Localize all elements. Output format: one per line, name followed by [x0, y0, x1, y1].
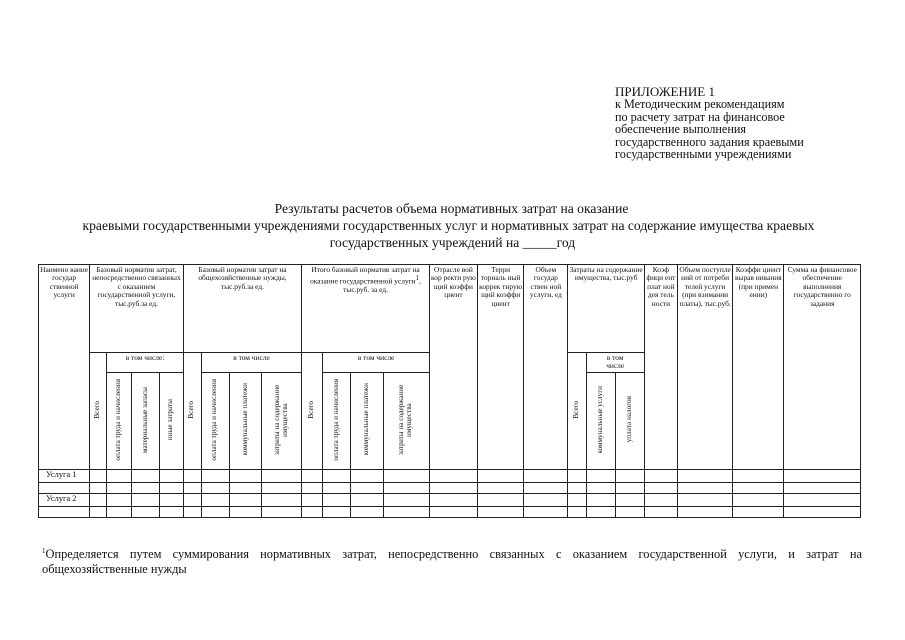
- subheader-total: Всего: [183, 353, 201, 470]
- document-heading-line-2: краевыми государственными учреждениями государственных услуг и нормативных затрат на содержание имущества краевых: [82, 218, 815, 233]
- appendix-line: государственного задания краевыми: [615, 134, 804, 149]
- subheader-total: Всего: [302, 353, 323, 470]
- subheader-property-costs: затраты на содержание имущества: [383, 372, 429, 469]
- col-header-equalization-coef: Коэффи циент вырав нивания (при примен ении): [733, 265, 784, 470]
- appendix-line: по расчету затрат на финансовое: [615, 109, 785, 124]
- subheader-taxes: уплата налогов: [615, 372, 644, 469]
- subheader-materials: материальные запасы: [132, 372, 159, 469]
- footnote-marker: 1: [42, 547, 46, 555]
- row-label-service-2: Услуга 2: [39, 493, 90, 506]
- subheader-other-costs: иные затраты: [159, 372, 183, 469]
- appendix-line: обеспечение выполнения: [615, 122, 746, 137]
- col-header-base-common: Базовый норматив затрат на общехозяйственные нужды, тыс.руб.за ед.: [183, 265, 302, 353]
- col-header-industry-coef: Отрасле вой кор ректи рую щий коэффи циент: [429, 265, 477, 470]
- col-header-funding-sum: Сумма на финансовое обеспечение выполнения государственно го задания: [784, 265, 861, 470]
- col-header-service-name: Наимено вание государ ственной услуги: [39, 265, 90, 470]
- col-header-total-base: Итого базовый норматив затрат на оказание государственной услуги$^1$, тыс.руб. за ед.: [302, 265, 430, 353]
- table-row: [39, 493, 861, 506]
- appendix-title: ПРИЛОЖЕНИЕ 1: [615, 84, 715, 99]
- appendix-line: к Методическим рекомендациям: [615, 97, 785, 112]
- row-label-service-1: Услуга 1: [39, 469, 90, 482]
- cost-table: [38, 264, 861, 518]
- subheader-utilities: коммунальные платежи: [229, 372, 261, 469]
- document-heading-line-3: государственных учреждений на _____год: [329, 235, 576, 250]
- footnote-text: Определяется путем суммирования нормативных затрат, непосредственно связанных с оказанием государственной услуги, и затрат на общехозяйственные нужды: [42, 547, 862, 576]
- col-header-revenue-volume: Объем поступле ний от потреби телей услуги (при взимании платы), тыс.руб.: [677, 265, 732, 470]
- footnote: [42, 544, 862, 576]
- subheader-labor: оплата труда и начисления: [107, 372, 132, 469]
- appendix-line: государственными учреждениями: [615, 147, 792, 162]
- col-header-property-costs: Затраты на содержание имущества, тыс.руб: [568, 265, 644, 353]
- subheader-including: в том числе: [323, 353, 429, 373]
- col-header-base-direct: Базовый норматив затрат, непосредственно связанных с оказанием государственной услуги, тыс.руб.за ед.: [90, 265, 183, 353]
- col-header-territorial-coef: Терри ториаль ный коррек тирую щий коэффи циент: [478, 265, 524, 470]
- appendix-block: [615, 86, 875, 160]
- subheader-property-costs: затраты на содержание имущества: [262, 372, 302, 469]
- subheader-including: в том числе:: [107, 353, 183, 373]
- subheader-utility-services: коммунальные услуги: [586, 372, 615, 469]
- subheader-total: Всего: [90, 353, 107, 470]
- document-heading-line-1: Результаты расчетов объема нормативных затрат на оказание: [274, 201, 629, 216]
- table-row: [39, 506, 861, 517]
- col-header-paid-activity-coef: Коэф фици ент плат ной дея тель ности: [644, 265, 677, 470]
- table-row: [39, 469, 861, 482]
- subheader-utilities: коммунальные платежи: [351, 372, 383, 469]
- col-header-service-volume: Объем государ ствен ной услуги, ед: [524, 265, 568, 470]
- subheader-total: Всего: [568, 353, 586, 470]
- subheader-labor: оплата труда и начисления: [201, 372, 229, 469]
- table-row: [39, 482, 861, 493]
- subheader-including: в том числе: [201, 353, 302, 373]
- subheader-including-property: в том числе: [586, 353, 644, 373]
- subheader-labor: оплата труда и начисления: [323, 372, 351, 469]
